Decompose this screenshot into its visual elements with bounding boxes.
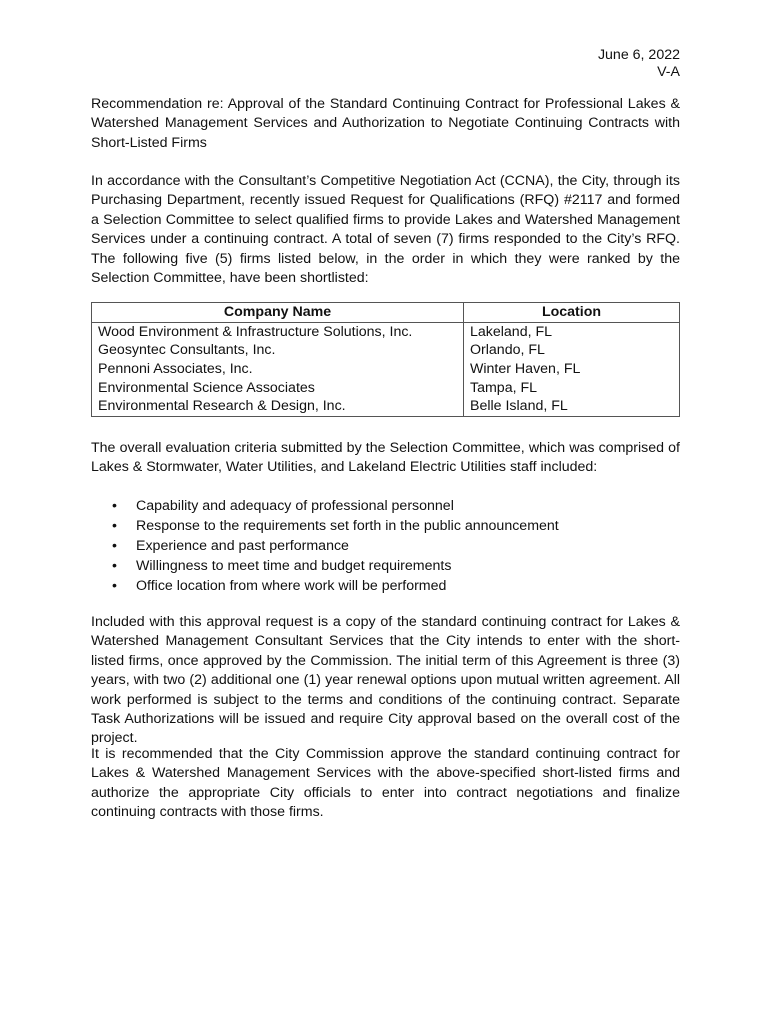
table-row bbox=[92, 322, 680, 341]
evaluation-criteria-list bbox=[112, 496, 559, 596]
table-row bbox=[92, 360, 680, 379]
table-row bbox=[92, 341, 680, 360]
list-item bbox=[112, 556, 559, 576]
document-header bbox=[598, 47, 680, 81]
location-cell: Tampa, FL bbox=[464, 378, 680, 397]
list-item bbox=[112, 576, 559, 596]
table-header-row bbox=[92, 303, 680, 323]
recommendation-title: Recommendation re: Approval of the Standard Continuing Contract for Professional Lakes & Watershed Management Services and Authorization to Negotiate Continuing Contracts with Short-Listed Firms bbox=[91, 96, 680, 151]
list-item bbox=[112, 536, 559, 556]
location-cell: Winter Haven, FL bbox=[464, 360, 680, 379]
table-row bbox=[92, 378, 680, 397]
location-cell: Belle Island, FL bbox=[464, 397, 680, 416]
list-item bbox=[112, 496, 559, 516]
company-name-cell: Environmental Science Associates bbox=[92, 378, 464, 397]
included-contract-paragraph: Included with this approval request is a copy of the standard continuing contract for Lakes & Watershed Management Consultant Services that the City intends to enter with the short-listed firms, once approved by the Commission. The initial term of this Agreement is three (3) years, with two (2) additional one (1) year renewal options upon mutual written agreement. All work performed is subject to the terms and conditions of the continuing contract. Separate Task Authorizations will be issued and require City approval based on the overall cost of the project. bbox=[91, 614, 680, 747]
bullet-icon: • bbox=[112, 558, 117, 574]
location-cell: Lakeland, FL bbox=[464, 322, 680, 341]
shortlisted-firms-table bbox=[91, 302, 680, 417]
list-item bbox=[112, 516, 559, 536]
company-name-cell: Pennoni Associates, Inc. bbox=[92, 360, 464, 379]
criterion-text: Experience and past performance bbox=[136, 538, 349, 554]
intro-paragraph: In accordance with the Consultant’s Competitive Negotiation Act (CCNA), the City, through its Purchasing Department, recently issued Request for Qualifications (RFQ) #2117 and formed a Selection Committee to select qualified firms to provide Lakes and Watershed Management Services under a continuing contract. A total of seven (7) firms responded to the City’s RFQ. The following five (5) firms listed below, in the order in which they were ranked by the Selection Committee, have been shortlisted: bbox=[91, 173, 680, 287]
company-name-cell: Wood Environment & Infrastructure Solutions, Inc. bbox=[92, 322, 464, 341]
criterion-text: Response to the requirements set forth in the public announcement bbox=[136, 518, 559, 534]
recommendation-paragraph: It is recommended that the City Commission approve the standard continuing contract for Lakes & Watershed Management Services with the above-specified short-listed firms and authorize the appropriate City officials to enter into contract negotiations and finalize continuing contracts with those firms. bbox=[91, 746, 680, 821]
criterion-text: Willingness to meet time and budget requirements bbox=[136, 558, 452, 574]
agenda-item-number: V-A bbox=[657, 64, 680, 80]
bullet-icon: • bbox=[112, 578, 117, 594]
bullet-icon: • bbox=[112, 538, 117, 554]
criterion-text: Capability and adequacy of professional personnel bbox=[136, 498, 454, 514]
document-date: June 6, 2022 bbox=[597, 47, 680, 63]
company-name-cell: Geosyntec Consultants, Inc. bbox=[92, 341, 464, 360]
criteria-intro-paragraph: The overall evaluation criteria submitted by the Selection Committee, which was comprised of Lakes & Stormwater, Water Utilities, and Lakeland Electric Utilities staff included: bbox=[91, 440, 680, 476]
bullet-icon: • bbox=[112, 518, 117, 534]
location-cell: Orlando, FL bbox=[464, 341, 680, 360]
company-name-cell: Environmental Research & Design, Inc. bbox=[92, 397, 464, 416]
criterion-text: Office location from where work will be performed bbox=[136, 578, 447, 594]
bullet-icon: • bbox=[112, 498, 117, 514]
column-header-location: Location bbox=[464, 303, 680, 323]
table-row bbox=[92, 397, 680, 416]
column-header-company: Company Name bbox=[92, 303, 464, 323]
